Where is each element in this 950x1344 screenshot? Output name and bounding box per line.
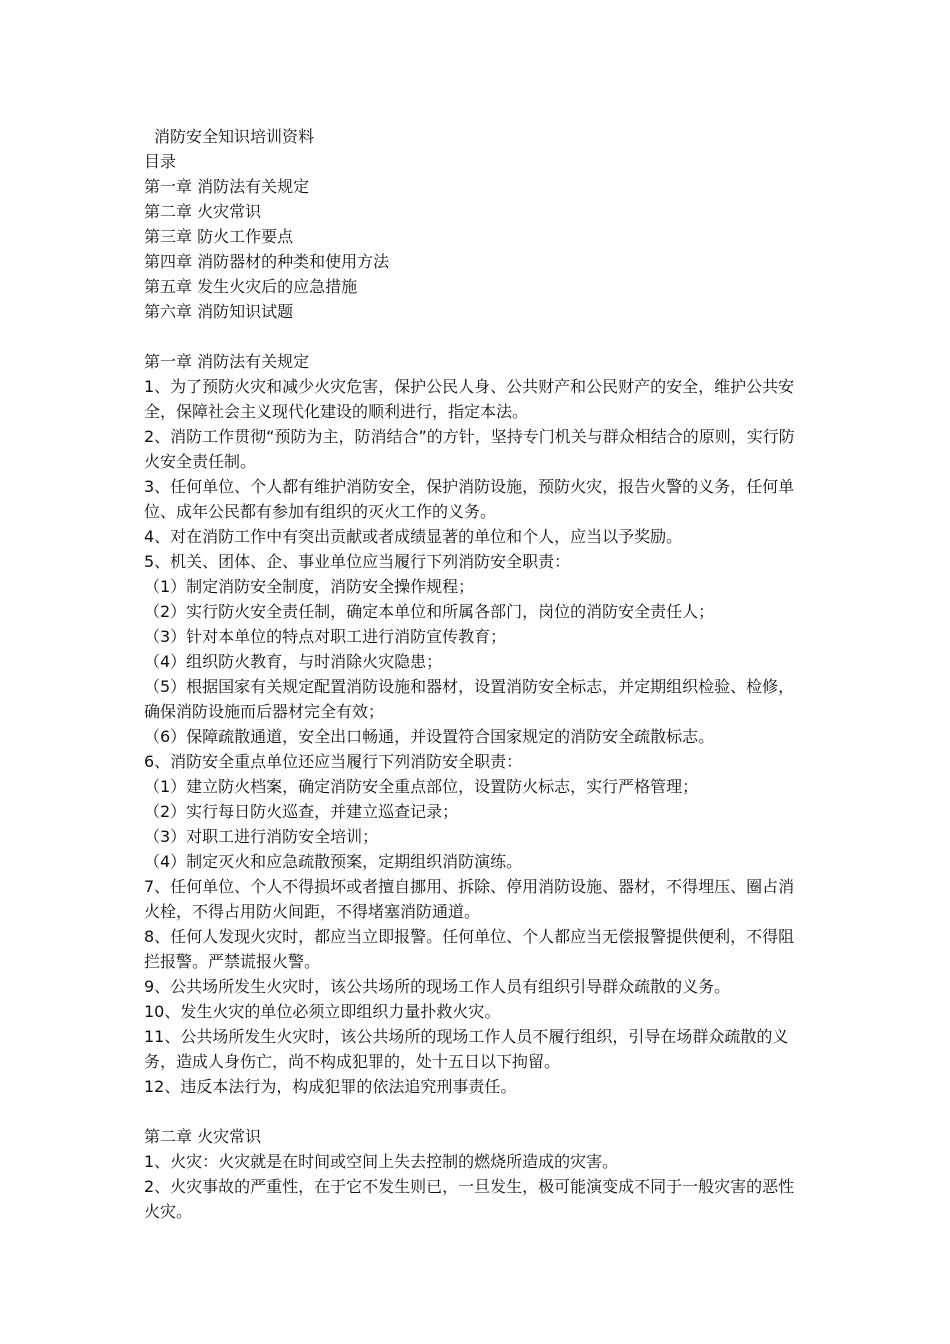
- chapter1-subitem: （4）组织防火教育，与时消除火灾隐患；: [144, 652, 443, 671]
- document-page: [144, 124, 808, 1224]
- chapter1-paragraph: 8、任何人发现火灾时，都应当立即报警。任何单位、个人都应当无偿报警提供便利，不得阻拦报警。严禁谎报火警。: [144, 927, 795, 971]
- chapter1-paragraph: 1、为了预防火灾和减少火灾危害，保护公民人身、公共财产和公民财产的安全，维护公共安全，保障社会主义现代化建设的顺利进行，指定本法。: [144, 377, 795, 421]
- chapter1-subitem: （4）制定灭火和应急疏散预案，定期组织消防演练。: [144, 852, 523, 871]
- chapter1-subitem: （1）制定消防安全制度，消防安全操作规程；: [144, 577, 475, 596]
- chapter1-subitem: （2）实行防火安全责任制，确定本单位和所属各部门，岗位的消防安全责任人；: [144, 602, 715, 621]
- chapter1-paragraph: 4、对在消防工作中有突出贡献或者成绩显著的单位和个人，应当以予奖励。: [144, 527, 683, 546]
- chapter1-subitem: （2）实行每日防火巡查，并建立巡查记录；: [144, 802, 459, 821]
- chapter1-paragraph: 9、公共场所发生火灾时，该公共场所的现场工作人员有组织引导群众疏散的义务。: [144, 977, 731, 996]
- toc-item: 第三章 防火工作要点: [144, 227, 294, 246]
- chapter1-paragraph: 5、机关、团体、企、事业单位应当履行下列消防安全职责：: [144, 552, 571, 571]
- chapter1-paragraph: 12、违反本法行为，构成犯罪的依法追究刑事责任。: [144, 1077, 517, 1096]
- section-spacer: [144, 1099, 808, 1124]
- document-title: 消防安全知识培训资料: [154, 127, 315, 146]
- chapter2-paragraph: 1、火灾：火灾就是在时间或空间上失去控制的燃烧所造成的灾害。: [144, 1152, 619, 1171]
- chapter1-subitem: （3）对职工进行消防安全培训；: [144, 827, 379, 846]
- chapter1-paragraph: 11、公共场所发生火灾时，该公共场所的现场工作人员不履行组织，引导在场群众疏散的义务，造成人身伤亡，尚不构成犯罪的，处十五日以下拘留。: [144, 1027, 789, 1071]
- chapter1-paragraph: 3、任何单位、个人都有维护消防安全，保护消防设施，预防火灾，报告火警的义务，任何单位、成年公民都有参加有组织的灭火工作的义务。: [144, 477, 795, 521]
- chapter1-subitem: （1）建立防火档案，确定消防安全重点部位，设置防火标志，实行严格管理；: [144, 777, 699, 796]
- chapter1-heading: 第一章 消防法有关规定: [144, 352, 310, 371]
- toc-item: 第六章 消防知识试题: [144, 302, 294, 321]
- chapter1-paragraph: 10、发生火灾的单位必须立即组织力量扑救火灾。: [144, 1002, 501, 1021]
- section-spacer: [144, 324, 808, 349]
- toc-item: 第二章 火灾常识: [144, 202, 262, 221]
- toc-item: 第一章 消防法有关规定: [144, 177, 310, 196]
- toc-heading: 目录: [144, 152, 177, 171]
- toc-item: 第五章 发生火灾后的应急措施: [144, 277, 358, 296]
- chapter1-paragraph: 6、消防安全重点单位还应当履行下列消防安全职责：: [144, 752, 523, 771]
- chapter1-subitem: （6）保障疏散通道，安全出口畅通，并设置符合国家规定的消防安全疏散标志。: [144, 727, 715, 746]
- chapter1-subitem: （3）针对本单位的特点对职工进行消防宣传教育；: [144, 627, 507, 646]
- toc-item: 第四章 消防器材的种类和使用方法: [144, 252, 390, 271]
- chapter2-paragraph: 2、火灾事故的严重性，在于它不发生则已，一旦发生，极可能演变成不同于一般灾害的恶性火灾。: [144, 1177, 795, 1221]
- chapter1-paragraph: 7、任何单位、个人不得损坏或者擅自挪用、拆除、停用消防设施、器材，不得埋压、圈占消火栓，不得占用防火间距，不得堵塞消防通道。: [144, 877, 795, 921]
- chapter1-subitem: （5）根据国家有关规定配置消防设施和器材，设置消防安全标志，并定期组织检验、检修，确保消防设施而后器材完全有效；: [144, 677, 795, 721]
- chapter1-paragraph: 2、消防工作贯彻“预防为主，防消结合”的方针，坚持专门机关与群众相结合的原则，实行防火安全责任制。: [144, 427, 795, 471]
- chapter2-heading: 第二章 火灾常识: [144, 1127, 262, 1146]
